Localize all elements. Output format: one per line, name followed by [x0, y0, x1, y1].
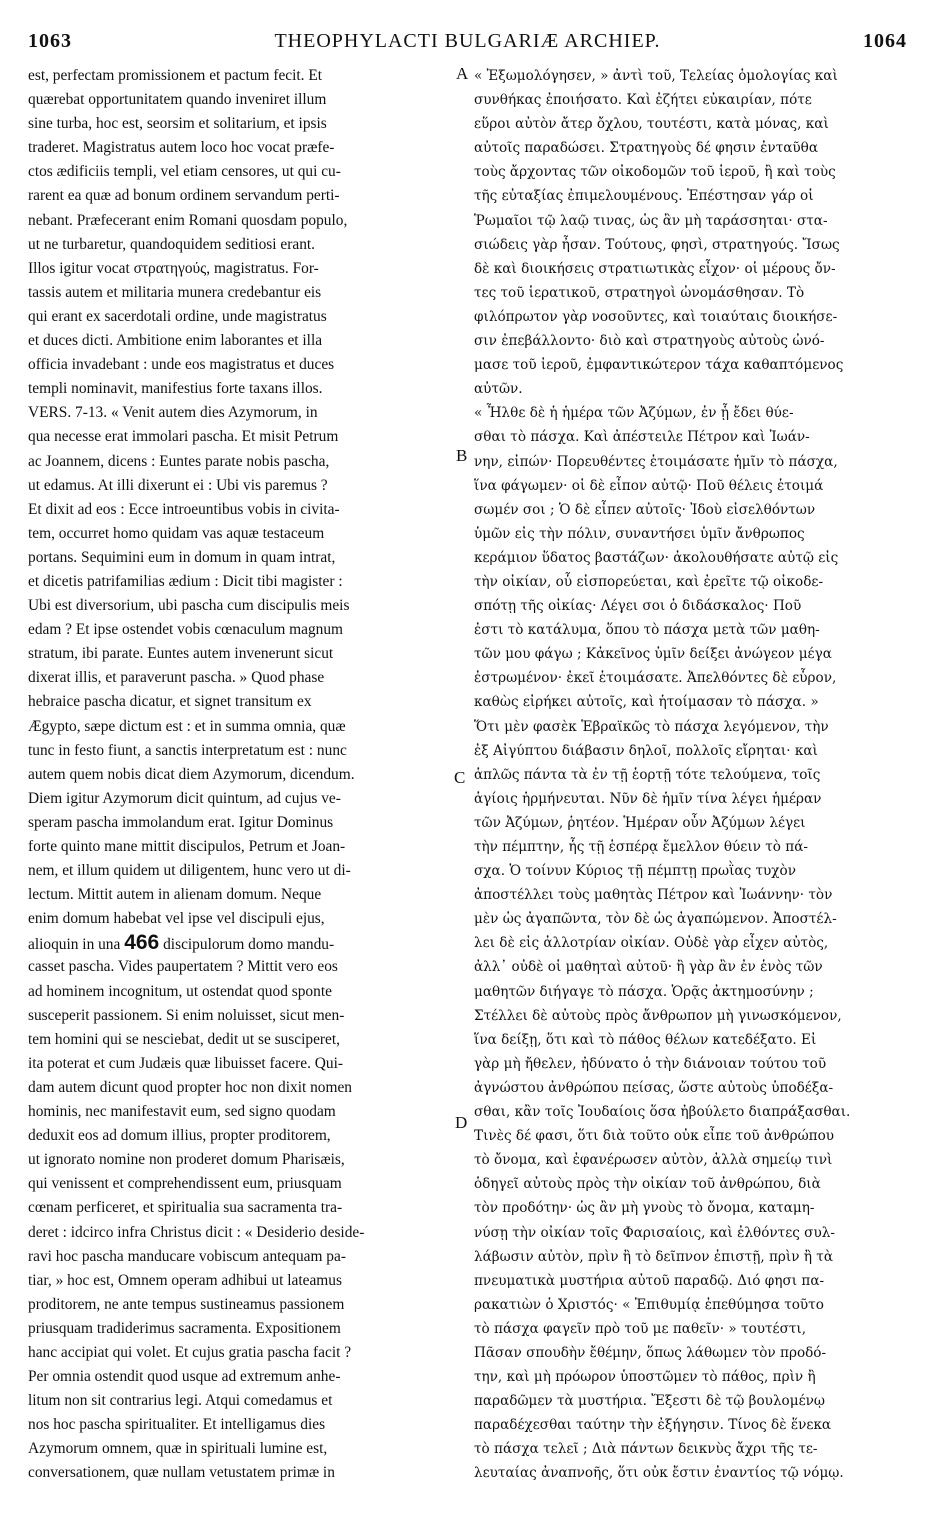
latin-line: qui venissent et comprehendissent eum, priusquam	[28, 1175, 342, 1193]
latin-line: dixerat illis, et paraverunt pascha. » Quod phase	[28, 669, 325, 687]
latin-line: deret : idcirco infra Christus dicit : « Desiderio deside-	[28, 1223, 365, 1241]
latin-line: qua necesse erat immolari pascha. Et misit Petrum	[28, 428, 339, 446]
latin-line: ut ignorato nomine non proderet domum Pharisæis,	[28, 1151, 345, 1169]
latin-line: cœnam perficeret, et spiritualia sua sacramenta tra-	[28, 1199, 343, 1217]
latin-line: Illos igitur vocat στρατηγούς, magistratus. For-	[28, 259, 319, 277]
latin-line: ut ne turbaretur, quandoquidem seditiosi erant.	[28, 235, 316, 253]
greek-line: σιν ἐπεβάλλοντο· διὸ καὶ στρατηγοὺς αὐτοὺς ὠνό-	[474, 333, 825, 350]
greek-line: αὐτοῖς παραδώσει. Στρατηγοὺς δέ φησιν ἐνταῦθα	[474, 140, 819, 157]
latin-line: quærebat opportunitatem quando inveniret illum	[28, 91, 327, 109]
running-title: THEOPHYLACTI BULGARIÆ ARCHIEP.	[274, 30, 661, 52]
greek-line: Πᾶσαν σπουδὴν ἔθέμην, ὅπως λάθωμεν τὸν προδό-	[474, 1344, 827, 1361]
greek-line: ὑμῶν εἰς τὴν πόλιν, συναντήσει ὑμῖν ἄνθρωπος	[474, 525, 805, 542]
latin-line: ut edamus. At illi dixerunt ei : Ubi vis paremus ?	[28, 476, 328, 494]
greek-line: ἀποστέλλει τοὺς μαθητὰς Πέτρον καὶ Ἰωάννην· τὸν	[474, 887, 833, 904]
greek-line: Ὅτι μὲν φασὲκ Ἑβραϊκῶς τὸ πάσχα λεγόμενον, τὴν	[474, 718, 829, 735]
latin-line: priusquam tradiderimus sacramenta. Expositionem	[28, 1319, 341, 1337]
greek-line: ἐστι τὸ κατάλυμα, ὅπου τὸ πάσχα μετὰ τῶν μαθη-	[474, 622, 820, 639]
latin-line: tunc in festo fiunt, a sanctis interpretatum est : nunc	[28, 741, 347, 759]
latin-column	[28, 64, 456, 1486]
greek-line: την, καὶ μὴ πρόωρον ὑποστῶμεν τὸ πάθος, πρὶν ἢ	[474, 1369, 816, 1386]
greek-line: ἀλλ᾽ οὐδὲ οἱ μαθηταὶ αὐτοῦ· ἢ γὰρ ἂν ἐν ἑνὸς τῶν	[474, 959, 823, 976]
latin-line: hominis, nec manifestavit eum, sed signo quodam	[28, 1103, 336, 1121]
greek-line: λευταίας ἀναπνοῆς, ὅτι οὐκ ἔστιν ἐναντίος τῷ νόμῳ.	[474, 1465, 844, 1482]
margin-marker-b: B	[456, 446, 468, 465]
latin-line: tem homini qui se nesciebat, dedit ut se susciperet,	[28, 1030, 341, 1048]
latin-line	[28, 931, 456, 955]
latin-line: deduxit eos ad domum illius, propter proditorem,	[28, 1127, 331, 1145]
greek-line: λάβωσιν αὐτὸν, πρὶν ἢ τὸ δεῖπνον ἐπιστῇ, πρὶν ἢ τὰ	[474, 1248, 833, 1265]
greek-line: σχα. Ὁ τοίνυν Κύριος τῇ πέμπτῃ πρωῒας τυχὸν	[474, 863, 796, 880]
greek-line: τὸ ὄνομα, καὶ ἐφανέρωσεν αὐτὸν, ἀλλὰ σημείῳ τινὶ	[474, 1152, 833, 1169]
running-header	[28, 30, 907, 60]
greek-line: αὐτῶν.	[474, 381, 523, 398]
latin-line: Azymorum omnem, quæ in spirituali lumine est,	[28, 1440, 328, 1458]
latin-line: sine turba, hoc est, seorsim et solitarium, et ipsis	[28, 115, 327, 133]
greek-line: μασε τοῦ ἱεροῦ, ἐμφαντικώτερον τάχα καθαπτόμενος	[474, 357, 844, 374]
latin-line: ravi hoc pascha manducare vobiscum antequam pa-	[28, 1247, 346, 1265]
latin-line: lectum. Mittit autem in alienam domum. Neque	[28, 886, 322, 904]
page-number-right: 1064	[863, 30, 907, 52]
greek-line: τὸν προδότην· ὡς ἂν μὴ γνοὺς τὸ ὄνομα, καταμη-	[474, 1200, 815, 1217]
latin-line: autem quem nobis dicat diem Azymorum, dicendum.	[28, 765, 355, 783]
latin-line: nos hoc pascha spiritualiter. Et intelligamus dies	[28, 1416, 326, 1434]
latin-line: rarent ea quæ ad bonum ordinem servandum perti-	[28, 187, 340, 205]
greek-line: « Ἦλθε δὲ ἡ ἡμέρα τῶν Ἀζύμων, ἐν ᾗ ἔδει θύε-	[474, 405, 794, 422]
latin-line: speram pascha immolandum erat. Igitur Dominus	[28, 813, 334, 831]
greek-line: ἁγίοις ἡρμήνευται. Νῦν δὲ ἡμῖν τίνα λέγει ἡμέραν	[474, 790, 822, 807]
latin-line: forte quinto mane mittit discipulos, Petrum et Joan-	[28, 838, 346, 855]
latin-line: traderet. Magistratus autem loco hoc vocat præfe-	[28, 139, 335, 157]
greek-line: μαθητῶν διήγαγε τὸ πάσχα. Ὁρᾷς ἀκτημοσύνην ;	[474, 983, 814, 1000]
greek-line: καθὼς εἰρήκει αὐτοῖς, καὶ ἡτοίμασαν τὸ πάσχα. »	[474, 694, 819, 711]
latin-line: litum non sit contrarius legi. Atqui comedamus et	[28, 1392, 333, 1410]
latin-line: enim domum habebat vel ipse vel discipuli ejus,	[28, 910, 325, 928]
latin-line: portans. Sequimini eum in domum in quam intrat,	[28, 548, 336, 566]
latin-line: Ægypto, sæpe dictum est : et in summa omnia, quæ	[28, 717, 346, 735]
latin-line: tem, occurret homo quidam vas aquæ testaceum	[28, 524, 325, 542]
latin-line: edam ? Et ipse ostendet vobis cœnaculum magnum	[28, 621, 344, 639]
greek-column	[474, 64, 906, 1486]
latin-line: dam autem dicunt quod propter hoc non dixit nomen	[28, 1078, 352, 1096]
greek-line: σωμέν σοι ; Ὁ δὲ εἶπεν αὐτοῖς· Ἰδοὺ εἰσελθόντων	[474, 501, 816, 518]
latin-line: Ubi est diversorium, ubi pascha cum discipulis meis	[28, 597, 350, 615]
page-number-left: 1063	[28, 30, 72, 52]
latin-line: nem, et illum quidem ut diligentem, hunc vero ut di-	[28, 862, 351, 880]
latin-line: ac Joannem, dicens : Euntes parate nobis pascha,	[28, 452, 330, 470]
latin-line: ad hominem incognitum, ut ostendat quod sponte	[28, 982, 332, 1000]
latin-line: VERS. 7-13. « Venit autem dies Azymorum, in	[28, 404, 318, 422]
greek-line: τὴν οἰκίαν, οὗ εἰσπορεύεται, καὶ ἐρεῖτε τῷ οἰκοδε-	[474, 573, 824, 590]
latin-line-text: discipulorum domo mandu-	[163, 936, 335, 954]
latin-line: templi nominavit, manifestius forte taxans illos.	[28, 380, 323, 398]
folio-number: 466	[124, 931, 160, 955]
greek-line: εὕροι αὐτὸν ἄτερ ὄχλου, τουτέστι, κατὰ μόνας, καὶ	[474, 116, 829, 133]
greek-line: ἐξ Αἰγύπτου διάβασιν δηλοῖ, πολλοῖς εἴρηται· καὶ	[474, 742, 818, 759]
latin-line: ctos ædificiis templi, vel etiam censores, ut qui cu-	[28, 163, 341, 181]
greek-line: ἵνα δείξῃ, ὅτι καὶ τὸ πάθος θέλων κατεδέξατο. Εἰ	[474, 1031, 817, 1048]
greek-line: ἵνα φάγωμεν· οἱ δὲ εἶπον αὐτῷ· Ποῦ θέλεις ἑτοιμά	[474, 477, 824, 494]
margin-marker-a: A	[456, 64, 469, 83]
latin-line: stratum, ibi parate. Euntes autem invenerunt sicut	[28, 645, 334, 663]
latin-line: Et dixit ad eos : Ecce introeuntibus vobis in civita-	[28, 500, 340, 518]
greek-line: πνευματικὰ μυστήρια αὐτοῦ παραδῷ. Διό φησι πα-	[474, 1272, 825, 1289]
greek-line: παραδῶμεν τὰ μυστήρια. Ἔξεστι δὲ τῷ βουλομένῳ	[474, 1393, 825, 1410]
latin-line: casset pascha. Vides paupertatem ? Mittit vero eos	[28, 958, 338, 976]
greek-line: τοὺς ἄρχοντας τῶν οἰκοδομῶν τοῦ ἱεροῦ, ἢ καὶ τοὺς	[474, 164, 836, 181]
greek-line: τὸ πάσχα φαγεῖν πρὸ τοῦ με παθεῖν· » τουτέστι,	[474, 1320, 807, 1337]
greek-line: νύσῃ τὴν οἰκίαν τοῖς Φαρισαίοις, καὶ ἐλθόντες συλ-	[474, 1224, 835, 1241]
greek-line: Ῥωμαῖοι τῷ λαῷ τινας, ὡς ἂν μὴ ταράσσηται· στα-	[474, 212, 828, 229]
greek-line: τὴν πέμπτην, ἧς τῇ ἑσπέρᾳ ἔμελλον θύειν τὸ πά-	[474, 839, 808, 855]
greek-line: λει δὲ εἰς ἀλλοτρίαν οἰκίαν. Οὐδὲ γὰρ εἶχεν αὐτὸς,	[474, 935, 829, 952]
latin-line: et duces dicti. Ambitione enim laborantes et illa	[28, 332, 323, 350]
margin-marker-d: D	[455, 1113, 468, 1132]
latin-line: hebraice pascha dicatur, et signet transitum ex	[28, 693, 312, 711]
latin-line: officia invadebant : unde eos magistratus et duces	[28, 356, 335, 374]
greek-line: μὲν ὡς ἀγαπῶντα, τὸν δὲ ὡς ἀγαπώμενον. Ἀποστέλ-	[474, 911, 837, 928]
greek-line: σθαι τὸ πάσχα. Καὶ ἀπέστειλε Πέτρον καὶ Ἰωάν-	[474, 429, 810, 446]
latin-line: tassis autem et militaria munera credebantur eis	[28, 283, 322, 301]
greek-line: ἁπλῶς πάντα τὰ ἐν τῇ ἑορτῇ τότε τελούμενα, τοῖς	[474, 766, 821, 783]
latin-line: tiar, » hoc est, Omnem operam adhibui ut lateamus	[28, 1271, 342, 1289]
latin-line: proditorem, ne ante tempus sustineamus passionem	[28, 1295, 345, 1313]
greek-line: παραδέχεσθαι ταύτην τὴν ἐξήγησιν. Τίνος δὲ ἕνεκα	[474, 1417, 832, 1434]
greek-line: νην, εἰπών· Πορευθέντες ἑτοιμάσατε ἡμῖν τὸ πάσχα,	[474, 453, 838, 470]
greek-line: φιλόπρωτον γὰρ νοσοῦντες, καὶ τοιαύταις διοικήσε-	[474, 308, 838, 325]
greek-line: δὲ καὶ διοικήσεις στρατιωτικὰς εἶχον· οἱ μέρους ὄν-	[474, 260, 836, 277]
margin-marker-c: C	[454, 768, 466, 787]
greek-line: σιώδεις γὰρ ἦσαν. Τούτους, φησὶ, στρατηγούς. Ἴσως	[474, 236, 840, 253]
latin-line: et dicetis patrifamilias ædium : Dicit tibi magister :	[28, 572, 343, 590]
greek-line: ἐστρωμένον· ἐκεῖ ἑτοιμάσατε. Ἀπελθόντες δὲ εὗρον,	[474, 670, 837, 687]
greek-line: κεράμιον ὕδατος βαστάζων· ἀκολουθήσατε αὐτῷ εἰς	[474, 549, 839, 566]
greek-line: τὸ πάσχα τελεῖ ; Διὰ πάντων δεικνὺς ἄχρι τῆς τε-	[474, 1441, 818, 1458]
greek-line: σπότῃ τῆς οἰκίας· Λέγει σοι ὁ διδάσκαλος· Ποῦ	[474, 598, 802, 615]
greek-line: ἀγνώστου ἀνθρώπου πείσας, ὥστε αὐτοὺς ὑποδέξα-	[474, 1079, 834, 1096]
greek-line: ὁδηγεῖ αὐτοὺς πρὸς τὴν οἰκίαν τοῦ ἀνθρώπου, διὰ	[474, 1176, 821, 1193]
latin-line: Per omnia ostendit quod usque ad extremum anhe-	[28, 1368, 341, 1386]
latin-line: nebant. Præfecerant enim Romani quosdam populo,	[28, 211, 348, 229]
latin-line: Diem igitur Azymorum dicit quintum, ad cujus ve-	[28, 789, 341, 807]
greek-line: γὰρ μὴ ἤθελεν, ἠδύνατο ὁ τὴν διάνοιαν τούτου τοῦ	[474, 1055, 827, 1072]
greek-line: « Ἐξωμολόγησεν, » ἀντὶ τοῦ, Τελείας ὁμολογίας καὶ	[474, 68, 838, 84]
greek-line: τῶν Ἀζύμων, ῥητέον. Ἡμέραν οὖν Ἀζύμων λέγει	[474, 814, 806, 831]
greek-line: τῆς εὐταξίας ἐπιμελουμένους. Ἐπέστησαν γάρ οἱ	[474, 188, 814, 205]
latin-line: est, perfectam promissionem et pactum fecit. Et	[28, 67, 323, 84]
greek-line: Στέλλει δὲ αὐτοὺς πρὸς ἄνθρωπον μὴ γινωσκόμενον,	[474, 1007, 842, 1024]
latin-line-text: alioquin in una	[28, 936, 121, 954]
greek-line: Τινὲς δέ φασι, ὅτι διὰ τοῦτο οὐκ εἶπε τοῦ ἀνθρώπου	[474, 1128, 835, 1145]
greek-line: τῶν μου φάγω ; Κἀκεῖνος ὑμῖν δείξει ἀνώγεον μέγα	[474, 646, 832, 663]
latin-line: conversationem, quæ nullam vetustatem primæ in	[28, 1464, 335, 1482]
latin-line: qui erant ex sacerdotali ordine, unde magistratus	[28, 307, 327, 325]
greek-line: ρακατιὼν ὁ Χριστός· « Ἐπιθυμίᾳ ἐπεθύμησα τοῦτο	[474, 1296, 824, 1313]
latin-line: ita poterat et cum Judæis quæ libuisset facere. Qui-	[28, 1054, 344, 1072]
greek-line: συνθήκας ἐποιήσατο. Καὶ ἐζήτει εὐκαιρίαν, πότε	[474, 92, 812, 109]
greek-line: σθαι, κἂν τοῖς Ἰουδαίοις ὅσα ἠβούλετο διαπράξασθαι.	[474, 1104, 851, 1121]
greek-line: τες τοῦ ἱερατικοῦ, στρατηγοὶ ὠνομάσθησαν. Τὸ	[474, 284, 805, 301]
latin-line: hanc accipiat qui volet. Et cujus gratia pascha facit ?	[28, 1343, 352, 1361]
latin-line: susceperit passionem. Si enim noluisset, sicut men-	[28, 1006, 345, 1024]
